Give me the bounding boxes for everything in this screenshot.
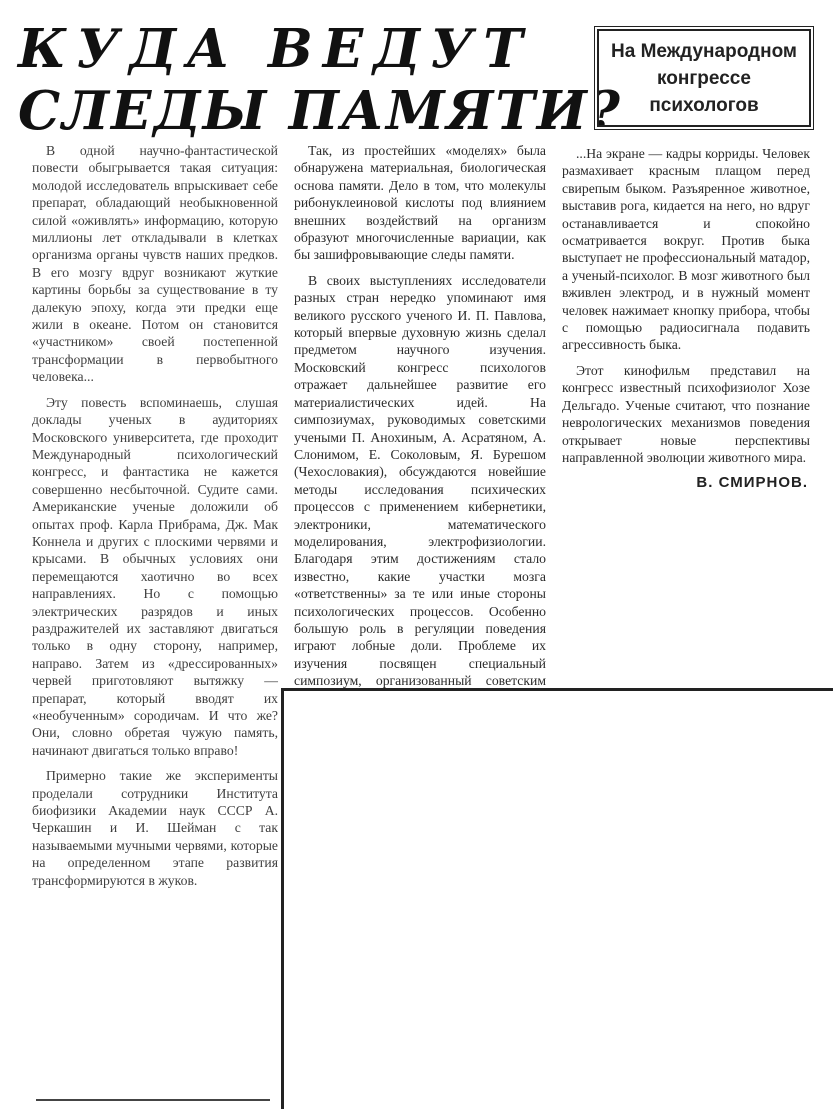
paragraph-3: Примерно такие же эксперименты проделали сотрудники Института биофизики Академии наук СССР А. Черкашин и И. Шейман с так называемыми мучными червями, которые на определенном этапе развития трансформируются в жуков. [32,768,278,888]
paragraph-2: Эту повесть вспоминаешь, слушая доклады ученых в аудиториях Московского университета, где проходит Международный психологический конгресс, и фантастика не кажется совершенно несбыточной. Судите сами. Американские ученые доложили об опытах проф. Карла Прибрама, Дж. Мак Коннела и других с плоскими червями и крысами. В обычных условиях они перемещаются хаотично во всех направлениях. Но с помощью электрических разрядов и иных раздражителей их заставляют двигаться только в одну сторону, например, направо. Затем из «дрессированных» червей приготовляют вытяжку — препарат, который вводят их «необученным» сородичам. И что же? Они, словно обретая чужую память, начинают двигаться только вправо! [32,394,278,758]
paragraph-1: В одной научно-фантастической повести обыгрывается такая ситуация: молодой исследователь впрыскивает себе препарат, обладающий необыкновенной силой «оживлять» информацию, которую миллионы лет откладывали в клетках организма органы чувств наших предков. В его мозгу вдруг возникают жуткие картины борьбы за существование в ту далекую эпоху, когда эти предки еще жили в океане. Потом он становится «участником» своей постепенной трансформации в первобытного человека... [32,143,278,385]
rubric-box: На Международном конгрессе психологов [597,29,811,127]
headline-line-2: СЛЕДЫ ПАМЯТИ? [18,80,622,142]
article-column-3 [562,145,810,492]
paragraph-6: ...На экране — кадры корриды. Человек размахивает красным плащом перед свирепым быком. Разъяренное животное, выставив рога, кидается на него, но вдруг останавливается и спокойно осматривается вокруг. Против быка выступает не профессиональный матадор, а ученый-психолог. В мозг животного был вживлен электрод, и в нужный момент человек нажимает кнопку прибора, чтобы с помощью радиосигнала подавить агрессивность быка. [562,146,810,353]
article-column-2 [294,142,546,715]
article-column-1 [32,142,278,897]
headline [18,18,622,142]
author-signature: В. СМИРНОВ. [696,474,808,492]
frame-rule-vertical [281,688,284,1109]
bottom-rule [36,1099,270,1101]
paragraph-4: Так, из простейших «моделях» была обнаружена материальная, биологическая основа памяти. Дело в том, что молекулы рибонуклеиновой кислоты под влиянием внешних воздействий на организм образуют многочисленные вариации, как бы зашифровывающие следы памяти. [294,143,546,263]
paragraph-7: Этот кинофильм представил на конгресс известный психофизиолог Хозе Дельгадо. Ученые считают, что познание неврологических механизмов поведения открывает новые перспективы направленной эволюции животного мира. [562,362,810,465]
paragraph-5: В своих выступлениях исследователи разных стран нередко упоминают имя великого русского ученого И. П. Павлова, который впервые духовную жизнь сделал предметом научного изучения. Московский конгресс психологов отражает дальнейшее развитие его материалистических идей. На симпозиумах, руководимых советскими учеными П. Анохиным, А. Асратяном, А. Слонимом, Е. Соколовым, Я. Бурешом (Чехословакия), обсуждаются новейшие методы исследования психических процессов с применением кибернетики, электроники, математического моделирования, электрофизиологии. Благодаря этим достижениям стало известно, какие участки мозга «ответственны» за те или иные стороны психологических процессов. Особенно большую роль в регуляции поведения играют лобные доли. Проблеме их изучения посвящен специальный симпозиум, организованный советским [294,272,546,689]
blank-area [284,691,833,1109]
frame-rule-horizontal [281,688,833,691]
headline-line-1: КУДА ВЕДУТ [18,18,533,80]
